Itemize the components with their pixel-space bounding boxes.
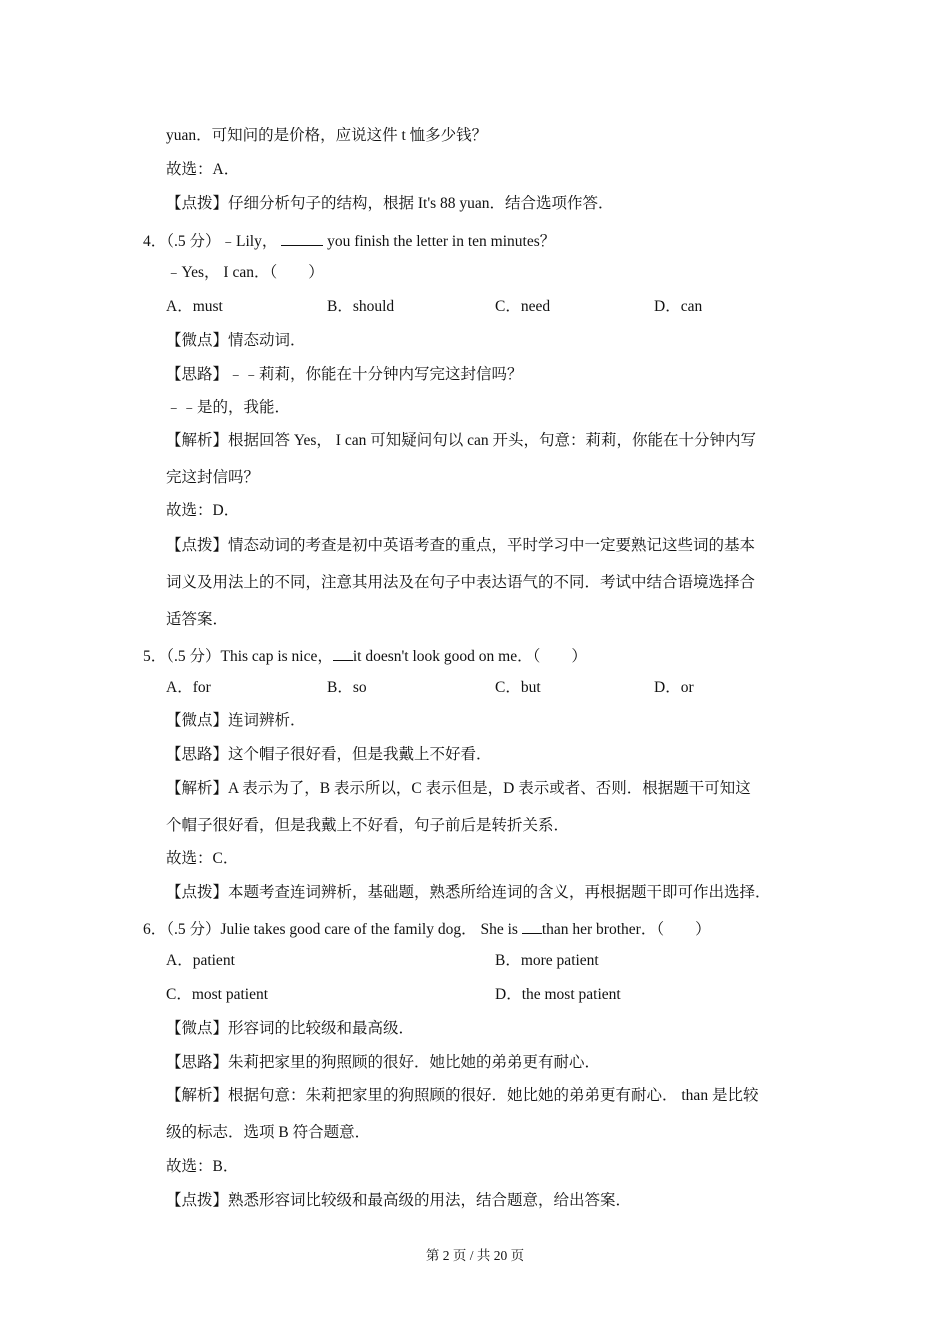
answer-line: 故选：D． [166,502,240,519]
page-footer: 第 2 页 / 共 20 页 [425,1248,525,1263]
option-b: B．should [327,298,395,315]
answer-blank [333,644,353,661]
silu-line: 【思路】﹣﹣莉莉，你能在十分钟内写完这封信吗？ [166,366,523,383]
dianbo-line-2: 词义及用法上的不同，注意其用法及在句子中表达语气的不同．考试中结合语境选择合 [166,574,756,591]
answer-line: 故选：A． [166,161,240,178]
option-c: C．need [495,298,551,315]
jiexi-line: 【解析】根据句意：朱莉把家里的狗照顾的很好．她比她的弟弟更有耐心． than 是比较 [166,1087,759,1104]
question-6-stem-end: than her brother．（ ） [541,921,711,938]
option-b: B．so [327,679,367,696]
jiexi-line: 【解析】A 表示为了，B 表示所以，C 表示但是，D 表示或者、否则．根据题干可知这 [166,780,751,797]
weidian-line: 【微点】情态动词． [166,332,306,349]
question-6-stem-start: 6．（.5 分）Julie takes good care of the family dog． She is [143,921,522,938]
answer-line: 故选：B． [166,1158,239,1175]
question-5-stem-start: 5．（.5 分）This cap is nice， [143,648,333,665]
jiexi-line-2: 级的标志．选项 B 符合题意． [166,1124,371,1141]
question-4-stem-start: 4．（.5 分）﹣Lily， [143,233,278,250]
dianbo-line-3: 适答案． [166,611,229,628]
jiexi-line-2: 个帽子很好看，但是我戴上不好看，句子前后是转折关系． [166,817,570,834]
question-4-reply: ﹣Yes， I can．（ ） [166,264,324,281]
question-5-stem-end: it doesn't look good on me．（ ） [352,648,587,665]
answer-line: 故选：C． [166,850,239,867]
weidian-line: 【微点】形容词的比较级和最高级． [166,1020,415,1037]
text-line: yuan．可知问的是价格，应说这件 t 恤多少钱？ [166,127,488,144]
jiexi-line-2: 完这封信吗？ [166,469,260,486]
dianbo-line: 【点拨】熟悉形容词比较级和最高级的用法，结合题意，给出答案． [166,1192,632,1209]
option-c: C．but [495,679,541,696]
silu-line: 【思路】这个帽子很好看，但是我戴上不好看． [166,746,492,763]
option-a: A．for [166,679,211,696]
answer-blank [522,917,542,934]
jiexi-line: 【解析】根据回答 Yes， I can 可知疑问句以 can 开头，句意：莉莉，你能在十分钟内写 [166,432,756,449]
question-4-stem [143,229,555,252]
answer-blank [281,229,323,246]
silu-line: 【思路】朱莉把家里的狗照顾的很好．她比她的弟弟更有耐心． [166,1054,601,1071]
silu-line-2: ﹣﹣是的，我能． [166,399,291,416]
question-5-stem [143,644,587,667]
question-6-stem [143,917,711,940]
tip-line: 【点拨】仔细分析句子的结构，根据 It's 88 yuan．结合选项作答． [166,195,614,212]
dianbo-line: 【点拨】本题考查连词辨析，基础题，熟悉所给连词的含义，再根据题干即可作出选择． [166,884,771,901]
option-a: A．must [166,298,223,315]
dianbo-line: 【点拨】情态动词的考查是初中英语考查的重点，平时学习中一定要熟记这些词的基本 [166,537,756,554]
option-c: C．most patient [166,986,269,1003]
weidian-line: 【微点】连词辨析． [166,712,306,729]
option-d: D．can [654,298,703,315]
option-d: D．the most patient [495,986,621,1003]
option-d: D．or [654,679,694,696]
option-b: B．more patient [495,952,599,969]
option-a: A．patient [166,952,235,969]
question-4-stem-end: you finish the letter in ten minutes？ [327,233,556,250]
